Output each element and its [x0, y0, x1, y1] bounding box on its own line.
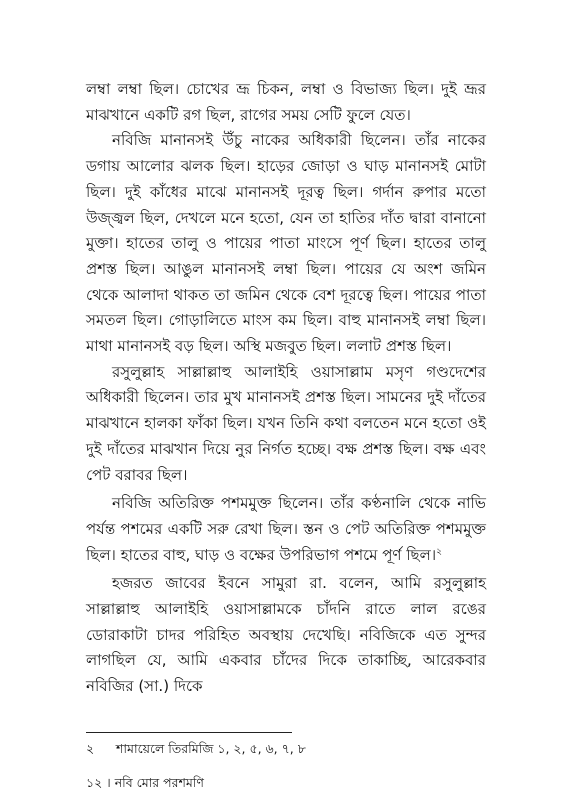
folio-separator: ।	[106, 775, 111, 790]
book-title: নবি মোর পরশমণি	[114, 775, 204, 790]
paragraph-text: নবিজি অতিরিক্ত পশমমুক্ত ছিলেন। তাঁর কণ্ঠনালি থেকে নাভি পর্যন্ত পশমের একটি সরু রেখা ছিল। স্তন ও পেট অতিরিক্ত পশমমুক্ত ছিল। হাতের বাহু, ঘাড় ও বক্ষের উপরিভাগ পশমে পূর্ণ ছিল।	[86, 494, 486, 564]
paragraph-hair	[86, 491, 486, 568]
paragraph-text: হজরত জাবের ইবনে সামুরা রা. বলেন, আমি রসুলুল্লাহ সাল্লাল্লাহু আলাইহি ওয়াসাল্লামকে চাঁদনি রাতে লাল রঙের ডোরাকাটা চাদর পরিহিত অবস্থায় দেখেছি। নবিজিকে এত সুন্দর লাগছিল যে, আমি একবার চাঁদের দিকে তাকাচ্ছি, আরেকবার নবিজির (সা.) দিকে	[86, 574, 486, 696]
page-folio	[86, 775, 204, 795]
paragraph-text: রসুলুল্লাহ সাল্লাল্লাহু আলাইহি ওয়াসাল্লাম মসৃণ গণ্ডদেশের অধিকারী ছিলেন। তার মুখ মানানসই প্রশস্ত ছিল। সামনের দুই দাঁতের মাঝখানে হালকা ফাঁকা ছিল। যখন তিনি কথা বলতেন মনে হতো ওই দুই দাঁতের মাঝখান দিয়ে নুর নির্গত হচ্ছে। বক্ষ প্রশস্ত ছিল। বক্ষ এবং পেট বরাবর ছিল।	[86, 362, 486, 484]
footnote-text: শামায়েলে তিরমিজি ১, ২, ৫, ৬, ৭, ৮	[116, 741, 306, 756]
paragraph-text: লম্বা লম্বা ছিল। চোখের ভ্রূ চিকন, লম্বা ও বিভাজ্য ছিল। দুই ভ্রূর মাঝখানে একটি রগ ছিল, রাগের সময় সেটি ফুলে যেত।	[86, 80, 486, 124]
footnote-divider	[86, 732, 292, 733]
footnote	[86, 741, 306, 761]
paragraph-nose-shoulders-limbs	[86, 128, 486, 359]
footnote-number: ২	[86, 741, 95, 756]
paragraph-jaber-narration	[86, 571, 486, 700]
page-number: ১২	[86, 775, 103, 790]
footnote-reference: ২	[436, 546, 442, 557]
paragraph-continuation	[86, 77, 486, 128]
body-text	[86, 77, 486, 700]
paragraph-face-teeth-chest	[86, 360, 486, 489]
paragraph-text: নবিজি মানানসই উঁচু নাকের অধিকারী ছিলেন। তাঁর নাকের ডগায় আলোর ঝলক ছিল। হাড়ের জোড়া ও ঘাড় মানানসই মোটা ছিল। দুই কাঁধের মাঝে মানানসই দূরত্ব ছিল। গর্দান রুপার মতো উজ্জ্বল ছিল, দেখলে মনে হতো, যেন তা হাতির দাঁত দ্বারা বানানো মুক্তা। হাতের তালু ও পায়ের পাতা মাংসে পূর্ণ ছিল। হাতের তালু প্রশস্ত ছিল। আঙুল মানানসই লম্বা ছিল। পায়ের যে অংশ জমিন থেকে আলাদা থাকত তা জমিন থেকে বেশ দূরত্বে ছিল। পায়ের পাতা সমতল ছিল। গোড়ালিতে মাংস কম ছিল। বাহু মানানসই লম্বা ছিল। মাথা মানানসই বড় ছিল। অস্থি মজবুত ছিল। ললাট প্রশস্ত ছিল।	[86, 131, 486, 356]
